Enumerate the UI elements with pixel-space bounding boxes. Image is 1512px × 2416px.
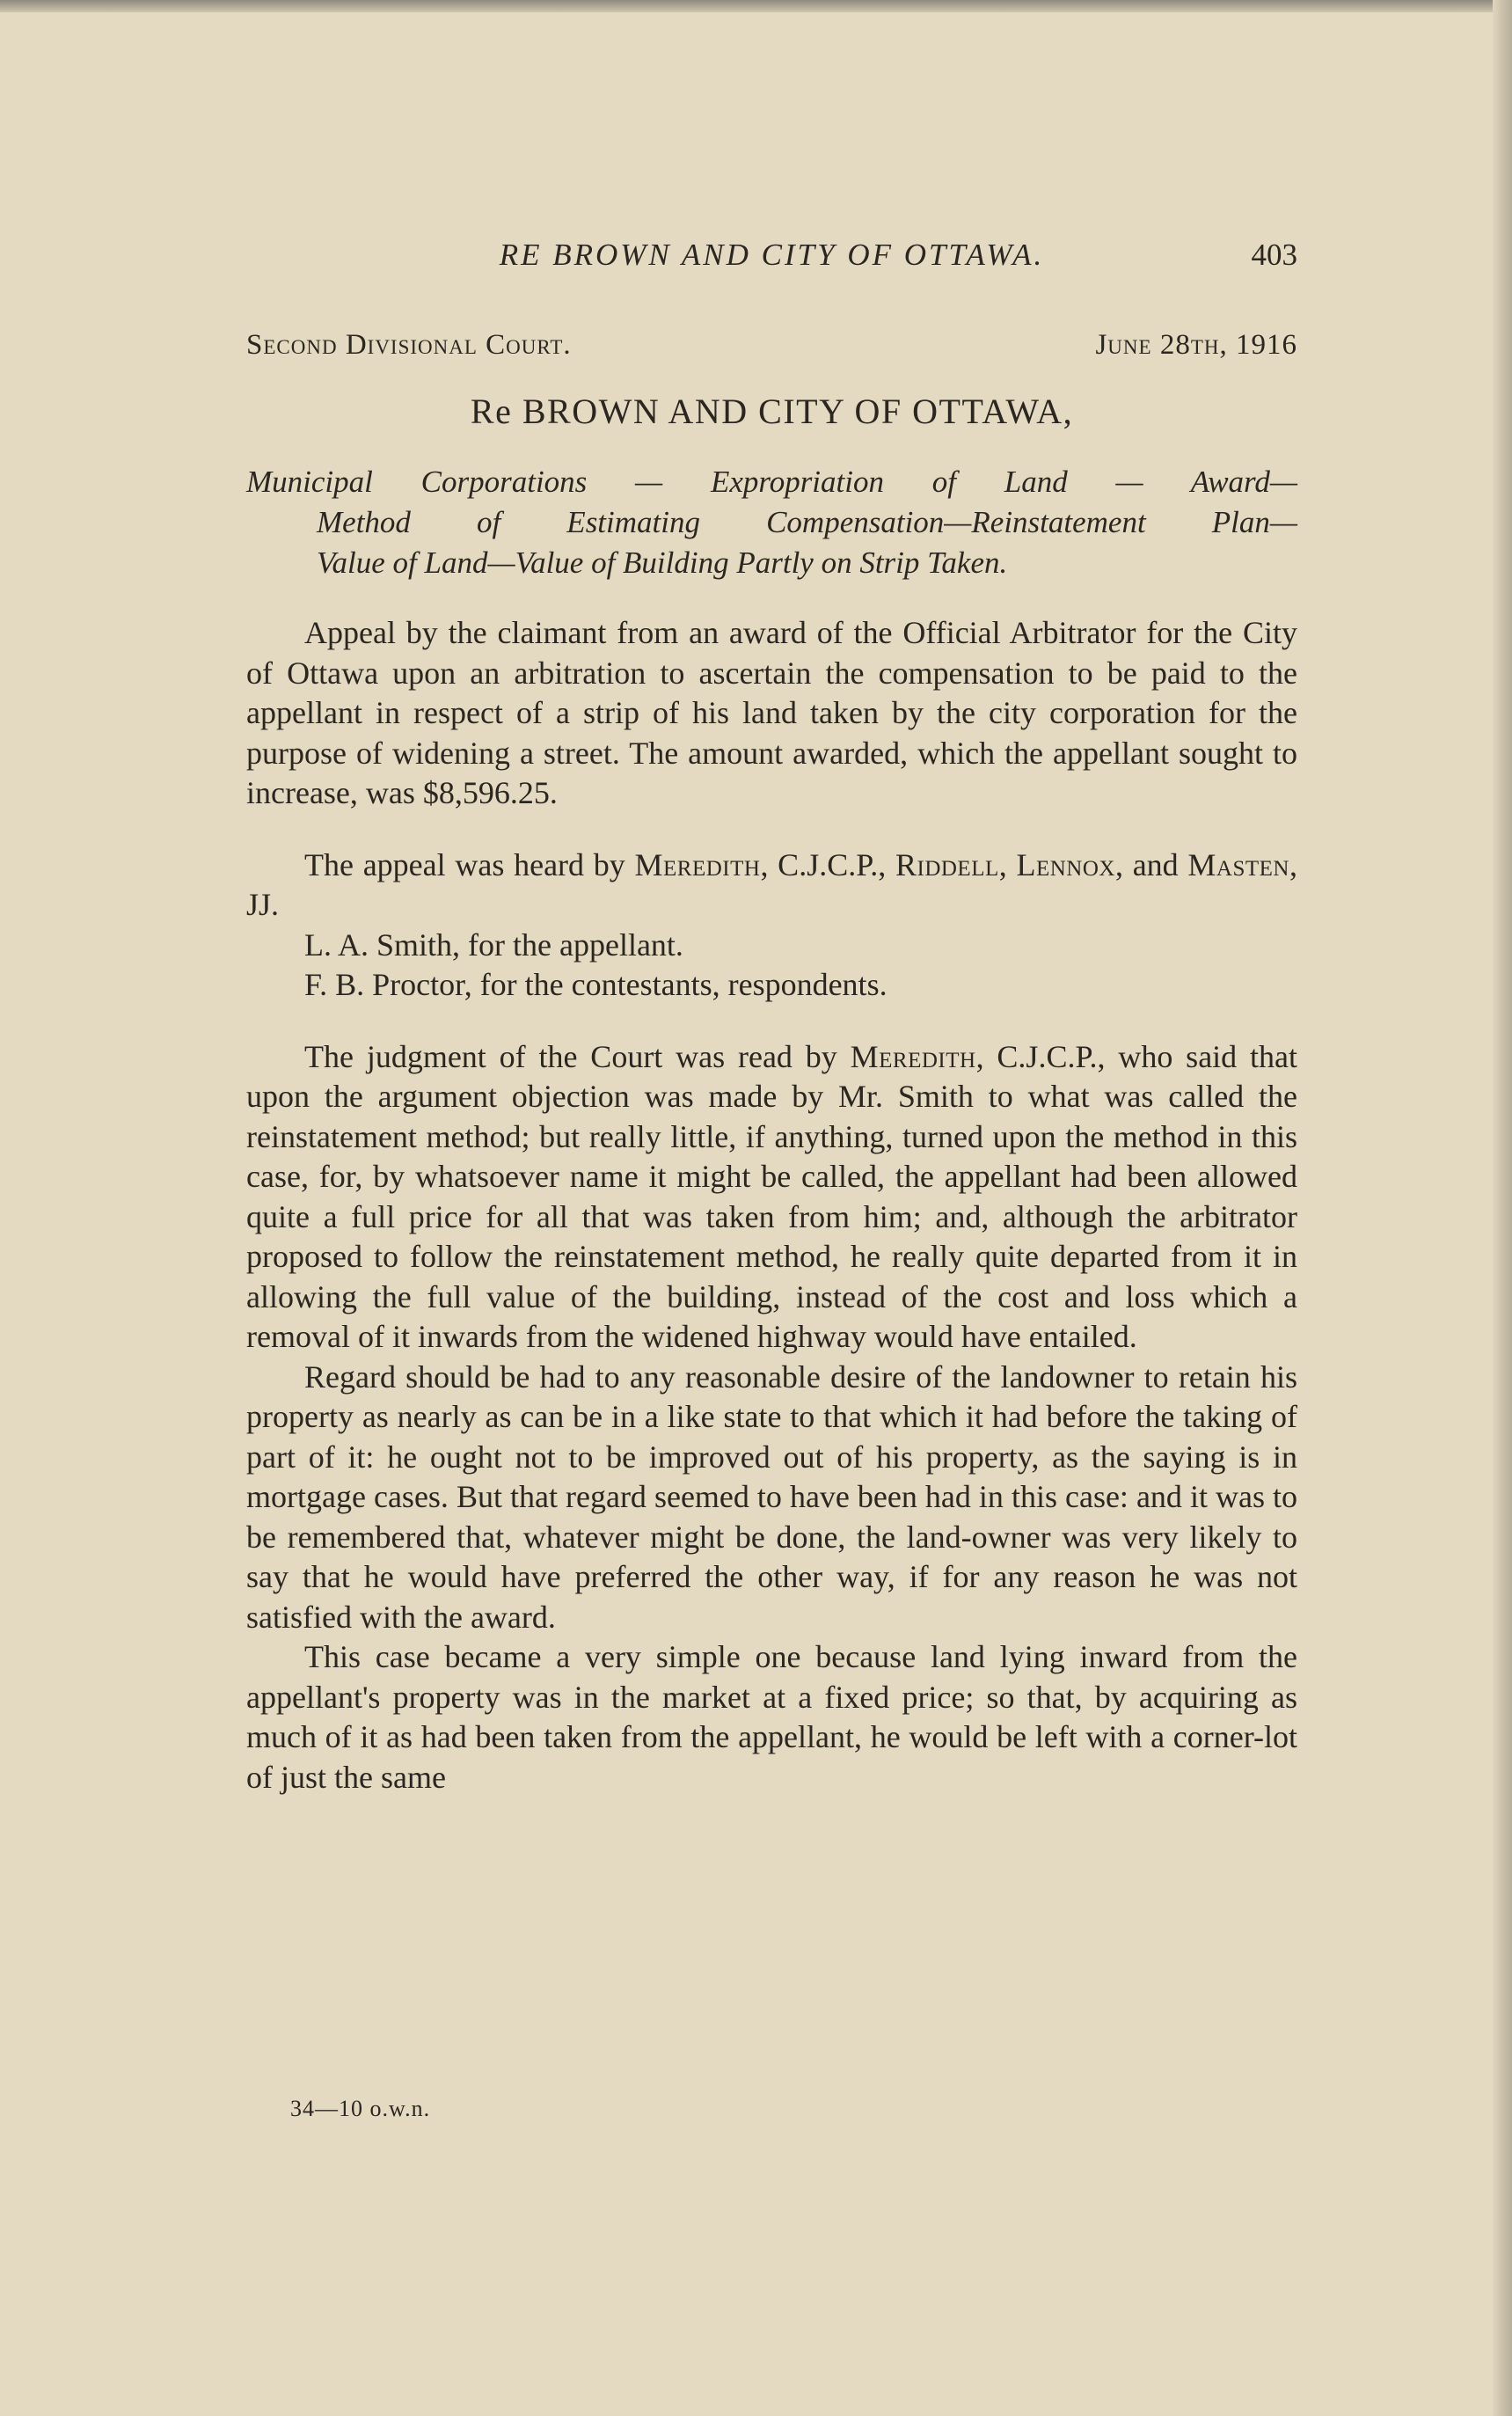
decision-date: June 28th, 1916 bbox=[1095, 329, 1297, 361]
page-right-edge bbox=[1493, 0, 1512, 2416]
court-name: Second Divisional Court. bbox=[246, 329, 572, 361]
text-run: , C.J.C.P., who said that upon the argument objection was made by Mr. Smith to what was called the reinstatement method; but really little, if anything, turned upon the method in this case, for, by whatsoever name it might be called, the appellant had been allowed quite a full price for all that was taken from him; and, although the arbitrator proposed to follow the reinstatement method, he really quite departed from it in allowing the full value of the building, instead of the cost and loss which a removal of it inwards from the widened highway would have entailed. bbox=[246, 1038, 1297, 1354]
text-run: , C.J.C.P., bbox=[760, 846, 895, 882]
text-run: , bbox=[998, 846, 1017, 882]
paragraph-judgment bbox=[246, 1037, 1297, 1358]
judge-name: Lennox bbox=[1016, 846, 1115, 882]
text-column bbox=[246, 231, 1297, 1797]
judge-name: Masten bbox=[1187, 846, 1289, 882]
headnote-line: Value of Land—Value of Building Partly on Strip Taken. bbox=[317, 545, 1008, 580]
headnote bbox=[246, 462, 1297, 583]
running-head bbox=[246, 231, 1297, 283]
running-head-title: RE BROWN AND CITY OF OTTAWA. bbox=[499, 238, 1045, 272]
page-top-edge bbox=[0, 0, 1512, 12]
text-run: , JJ. bbox=[246, 846, 1297, 922]
court-line bbox=[246, 329, 1297, 382]
paragraph-regard: Regard should be had to any reasonable desire of the landowner to retain his property as nearly as can be in a like state to that which it had before the taking of part of it: he ought not to be improved out of his property, as the saying is in mortgage cases. But that regard seemed to have been had in this case: and it was to be remembered that, whatever might be done, the land-owner was very likely to say that he would have preferred the other way, if for any reason he was not satisfied with the award. bbox=[246, 1358, 1297, 1635]
case-title: Re BROWN AND CITY OF OTTAWA, bbox=[470, 392, 1074, 431]
counsel-appellant: L. A. Smith, for the appellant. bbox=[304, 926, 683, 963]
paragraph-appeal: Appeal by the claimant from an award of the Official Arbitrator for the City of Ottawa upon an arbitration to ascertain the compensation to be paid to the appellant in respect of a strip of his land taken by the city corporation for the purpose of widening a street. The amount awarded, which the appellant sought to increase, was $8,596.25. bbox=[246, 615, 1297, 810]
judge-name: Riddell bbox=[895, 846, 999, 882]
text-run: The appeal was heard by bbox=[304, 846, 635, 882]
paragraph-bench bbox=[246, 846, 1297, 926]
headnote-line: Method of Estimating Compensation—Reinstatement Plan— bbox=[317, 505, 1297, 539]
signature-mark: 34—10 o.w.n. bbox=[290, 2096, 431, 2121]
judge-name: Meredith bbox=[634, 846, 761, 882]
judge-name: Meredith bbox=[850, 1038, 976, 1074]
headnote-line: Municipal Corporations — Expropriation of Land — Award— bbox=[246, 465, 1297, 499]
page-number: 403 bbox=[1251, 238, 1297, 272]
counsel-respondents: F. B. Proctor, for the contestants, respondents. bbox=[304, 967, 887, 1002]
paragraph-simple-case: This case became a very simple one because land lying inward from the appellant's property was in the market at a fixed price; so that, by acquiring as much of it as had been taken from the appellant, he would be left with a corner-lot of just the same bbox=[246, 1639, 1297, 1795]
text-run: The judgment of the Court was read by bbox=[304, 1038, 851, 1074]
text-run: , and bbox=[1114, 846, 1188, 882]
